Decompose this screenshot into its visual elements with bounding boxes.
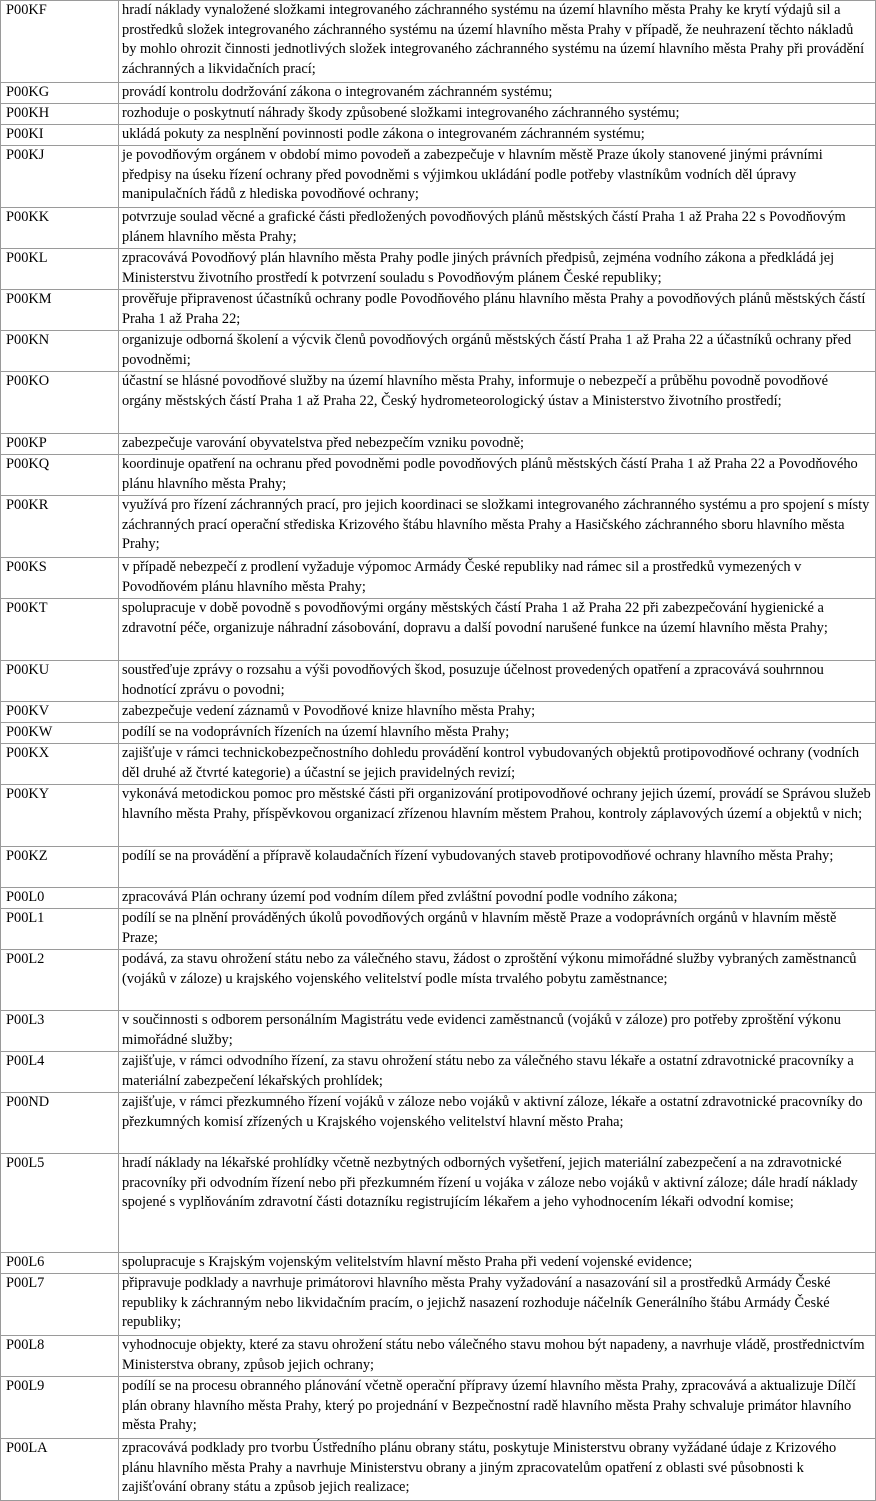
row-text: účastní se hlásné povodňové služby na území hlavního města Prahy, informuje o nebezpečí a průběhu povodně povodňové orgány městských částí Praha 1 až Praha 22, Český hydrometeorologický ústav a Ministerstvo životního prostředí; [119,372,876,434]
table-row [1,1336,876,1377]
row-code: P00KN [1,331,119,372]
row-code: P00KR [1,496,119,558]
table-row [1,146,876,208]
row-code: P00KL [1,249,119,290]
row-text: připravuje podklady a navrhuje primátorovi hlavního města Prahy vyžadování a nasazování sil a prostředků Armády České republiky k záchranným nebo likvidačním pracím, o jejichž nasazení rozhoduje náčelník Generálního štábu Armády České republiky; [119,1274,876,1336]
row-text: podílí se na procesu obranného plánování včetně operační přípravy území hlavního města Prahy, zpracovává a aktualizuje Dílčí plán obrany hlavního města Prahy, který po projednání v Bezpečnostní radě hlavního města Prahy schvaluje primátor hlavního města Prahy; [119,1377,876,1439]
row-text: zajišťuje v rámci technickobezpečnostního dohledu provádění kontrol vybudovaných objektů protipovodňové ochrany (vodních děl druhé až čtvrté kategorie) a účastní se jejich pravidelných revizí; [119,744,876,785]
row-code: P00L7 [1,1274,119,1336]
table-row [1,290,876,331]
row-text: rozhoduje o poskytnutí náhrady škody způsobené složkami integrovaného záchranného systému; [119,104,876,125]
table-row [1,909,876,950]
row-text: hradí náklady na lékařské prohlídky včetně nezbytných odborných vyšetření, jejich materiální zabezpečení a na zdravotnické pracovníky při odvodním řízení nebo při přezkumném řízení u vojáka v záloze nebo vojáků v aktivní záloze; dále hradí náklady spojené s vyplňováním zdravotní části dotazníku registrujícím lékařem a jeho vyhodnocením lékaři odvodní komise; [119,1154,876,1253]
row-code: P00L6 [1,1253,119,1274]
table-row [1,104,876,125]
row-text: zabezpečuje varování obyvatelstva před nebezpečím vzniku povodně; [119,434,876,455]
row-code: P00KS [1,558,119,599]
row-code: P00KX [1,744,119,785]
row-code: P00ND [1,1093,119,1154]
table-row [1,702,876,723]
row-code: P00KZ [1,847,119,888]
row-code: P00L1 [1,909,119,950]
table-row [1,847,876,888]
row-text: využívá pro řízení záchranných prací, pro jejich koordinaci se složkami integrovaného záchranného systému a pro spojení s místy záchranných prací operační střediska Krizového štábu hlavního města Prahy a Hasičského záchranného sboru hlavního města Prahy; [119,496,876,558]
table-row [1,558,876,599]
table-row [1,1274,876,1336]
row-code: P00L5 [1,1154,119,1253]
table-row [1,888,876,909]
row-text: prověřuje připravenost účastníků ochrany podle Povodňového plánu hlavního města Prahy a povodňových plánů městských částí Praha 1 až Praha 22; [119,290,876,331]
row-text: hradí náklady vynaložené složkami integrovaného záchranného systému na území hlavního města Prahy ke krytí výdajů sil a prostředků složek integrovaného záchranného systému na území hlavního města Prahy v případě, že neuhrazení těchto nákladů by mohlo ohrozit činnosti jednotlivých složek integrovaného záchranného systému na území hlavního města Prahy při provádění záchranných a likvidačních prací; [119,1,876,83]
row-code: P00KF [1,1,119,83]
row-code: P00LA [1,1439,119,1501]
row-text: v případě nebezpečí z prodlení vyžaduje výpomoc Armády České republiky nad rámec sil a prostředků vymezených v Povodňovém plánu hlavního města Prahy; [119,558,876,599]
table-body [1,1,876,1501]
table-row [1,1439,876,1501]
table-row [1,1253,876,1274]
row-text: podává, za stavu ohrožení státu nebo za válečného stavu, žádost o zproštění výkonu mimořádné služby vybraných zaměstnanců (vojáků v záloze) u krajského vojenského velitelství podle místa trvalého pobytu zaměstnance; [119,950,876,1011]
table-row [1,372,876,434]
row-text: spolupracuje s Krajským vojenským velitelstvím hlavní město Praha při vedení vojenské evidence; [119,1253,876,1274]
table-row [1,83,876,104]
table-row [1,125,876,146]
row-code: P00L8 [1,1336,119,1377]
table-row [1,1,876,83]
row-code: P00L3 [1,1011,119,1052]
row-text: potvrzuje soulad věcné a grafické části předložených povodňových plánů městských částí Praha 1 až Praha 22 s Povodňovým plánem hlavního města Prahy; [119,208,876,249]
row-text: zpracovává Plán ochrany území pod vodním dílem před zvláštní povodní podle vodního zákona; [119,888,876,909]
row-text: soustřeďuje zprávy o rozsahu a výši povodňových škod, posuzuje účelnost provedených opatření a zpracovává souhrnnou hodnotící zprávu o povodni; [119,661,876,702]
table-row [1,785,876,847]
row-code: P00L4 [1,1052,119,1093]
row-code: P00KT [1,599,119,661]
table-row [1,434,876,455]
row-text: vyhodnocuje objekty, které za stavu ohrožení státu nebo válečného stavu mohou být napadeny, a navrhuje vládě, prostřednictvím Ministerstva obrany, způsob jejich ochrany; [119,1336,876,1377]
row-code: P00KH [1,104,119,125]
row-text: je povodňovým orgánem v období mimo povodeň a zabezpečuje v hlavním městě Praze úkoly stanovené jinými právními předpisy na úseku řízení ochrany před povodněmi s výjimkou ukládání podle potřeby vlastníkům vodních děl úpravy manipulačních řádů z hlediska povodňové ochrany; [119,146,876,208]
table-row [1,599,876,661]
table-row [1,208,876,249]
row-text: podílí se na vodoprávních řízeních na území hlavního města Prahy; [119,723,876,744]
row-code: P00KV [1,702,119,723]
row-code: P00KQ [1,455,119,496]
row-code: P00L2 [1,950,119,1011]
row-text: spolupracuje v době povodně s povodňovými orgány městských částí Praha 1 až Praha 22 při zabezpečování hygienické a zdravotní péče, organizuje náhradní zásobování, dopravu a další povodní narušené funkce na území hlavního města Prahy; [119,599,876,661]
row-text: koordinuje opatření na ochranu před povodněmi podle povodňových plánů městských částí Praha 1 až Praha 22 a Povodňového plánu hlavního města Prahy; [119,455,876,496]
table-row [1,1011,876,1052]
table-row [1,950,876,1011]
row-code: P00KW [1,723,119,744]
row-text: v součinnosti s odborem personálním Magistrátu vede evidenci zaměstnanců (vojáků v záloze) pro potřeby zproštění výkonu mimořádné služby; [119,1011,876,1052]
row-text: podílí se na plnění prováděných úkolů povodňových orgánů v hlavním městě Praze a vodoprávních orgánů v hlavním městě Praze; [119,909,876,950]
row-text: provádí kontrolu dodržování zákona o integrovaném záchranném systému; [119,83,876,104]
row-code: P00L9 [1,1377,119,1439]
row-text: zpracovává Povodňový plán hlavního města Prahy podle jiných právních předpisů, zejména vodního zákona a předkládá jej Ministerstvu životního prostředí k potvrzení souladu s Povodňovým plánem České republiky; [119,249,876,290]
table-row [1,661,876,702]
row-text: organizuje odborná školení a výcvik členů povodňových orgánů městských částí Praha 1 až Praha 22 a účastníků ochrany před povodněmi; [119,331,876,372]
table-row [1,744,876,785]
row-text: podílí se na provádění a přípravě kolaudačních řízení vybudovaných staveb protipovodňové ochrany hlavního města Prahy; [119,847,876,888]
row-code: P00KI [1,125,119,146]
table-row [1,1154,876,1253]
row-text: zajišťuje, v rámci přezkumného řízení vojáků v záloze nebo vojáků v aktivní záloze, lékaře a ostatní zdravotnické pracovníky do přezkumných komisí zřízených u Krajského vojenského velitelství hlavní město Praha; [119,1093,876,1154]
table-row [1,1052,876,1093]
table-row [1,496,876,558]
row-code: P00KM [1,290,119,331]
row-text: vykonává metodickou pomoc pro městské části při organizování protipovodňové ochrany jejich území, provádí se Správou služeb hlavního města Prahy, příspěvkovou organizací zřízenou hlavním městem Prahou, kontroly záplavových území a objektů v nich; [119,785,876,847]
row-code: P00L0 [1,888,119,909]
table-row [1,1093,876,1154]
table-row [1,1377,876,1439]
row-code: P00KY [1,785,119,847]
row-text: zajišťuje, v rámci odvodního řízení, za stavu ohrožení státu nebo za válečného stavu lékaře a ostatní zdravotnické pracovníky a materiální zabezpečení lékařských prohlídek; [119,1052,876,1093]
row-code: P00KK [1,208,119,249]
table-row [1,723,876,744]
table-row [1,331,876,372]
row-code: P00KO [1,372,119,434]
row-code: P00KP [1,434,119,455]
table-row [1,455,876,496]
row-text: zpracovává podklady pro tvorbu Ústředního plánu obrany státu, poskytuje Ministerstvu obrany vyžádané údaje z Krizového plánu hlavního města Prahy a navrhuje Ministerstvu obrany a jiným zpracovatelům opatření z oblasti své působnosti k zajišťování obrany státu a způsob jejich realizace; [119,1439,876,1501]
row-text: zabezpečuje vedení záznamů v Povodňové knize hlavního města Prahy; [119,702,876,723]
row-code: P00KU [1,661,119,702]
table-row [1,249,876,290]
row-code: P00KG [1,83,119,104]
row-code: P00KJ [1,146,119,208]
row-text: ukládá pokuty za nesplnění povinnosti podle zákona o integrovaném záchranném systému; [119,125,876,146]
